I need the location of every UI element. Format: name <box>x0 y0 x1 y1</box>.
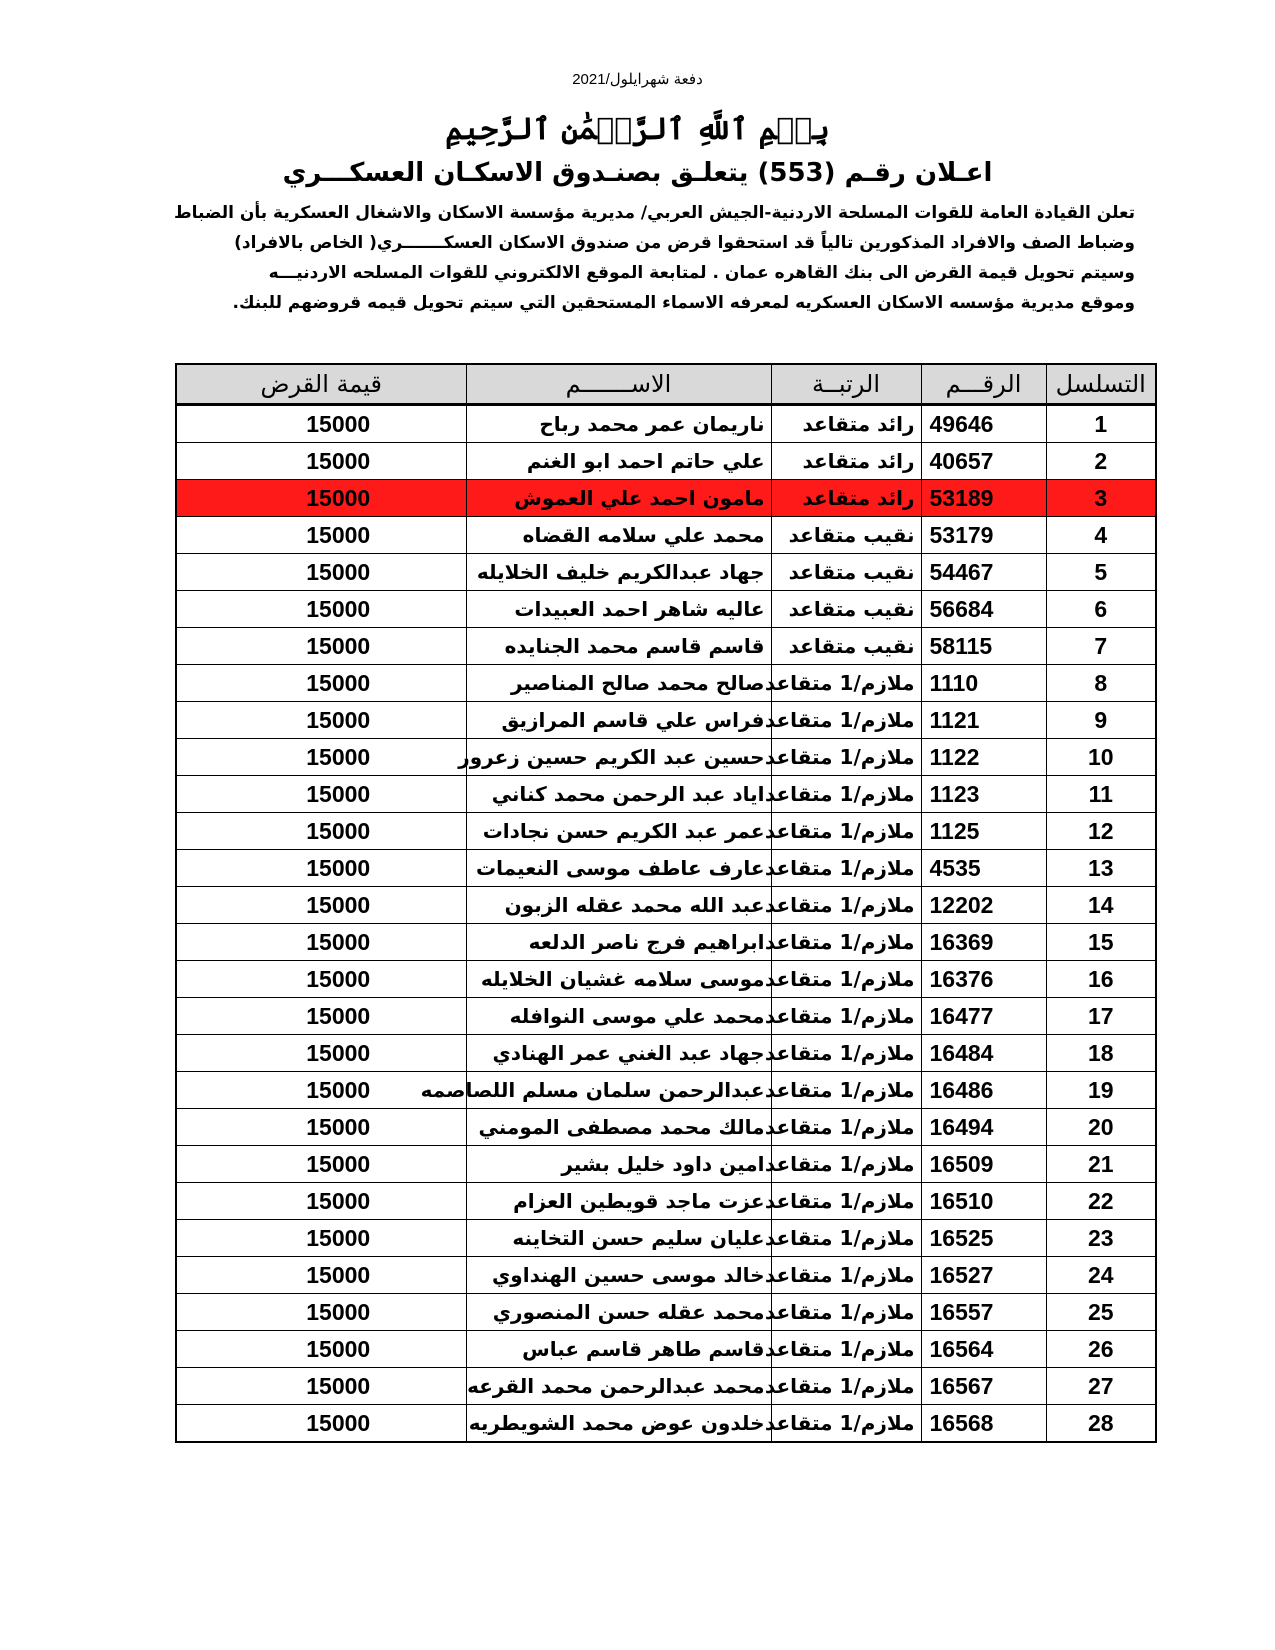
cell-rank: رائد متقاعد <box>771 405 921 443</box>
cell-number: 1121 <box>921 702 1046 739</box>
table-header-row <box>176 364 1156 405</box>
cell-rank: ملازم/1 متقاعد <box>771 1368 921 1405</box>
cell-name: فراس علي قاسم المرازيق <box>466 702 771 739</box>
cell-rank: ملازم/1 متقاعد <box>771 1183 921 1220</box>
cell-loan: 15000 <box>176 591 466 628</box>
cell-number: 53189 <box>921 480 1046 517</box>
table-row <box>176 887 1156 924</box>
cell-name: عارف عاطف موسى النعيمات <box>466 850 771 887</box>
cell-name: امين داود خليل بشير <box>466 1146 771 1183</box>
table-row <box>176 1257 1156 1294</box>
cell-rank: ملازم/1 متقاعد <box>771 1146 921 1183</box>
cell-seq: 15 <box>1046 924 1156 961</box>
basmala: بِسۡمِ ٱللَّهِ ٱلرَّحۡمَٰنِ ٱلرَّحِيمِ <box>445 112 830 147</box>
cell-name: خالد موسى حسين الهنداوي <box>466 1257 771 1294</box>
cell-loan: 15000 <box>176 405 466 443</box>
cell-seq: 9 <box>1046 702 1156 739</box>
cell-name: محمد علي سلامه القضاه <box>466 517 771 554</box>
cell-loan: 15000 <box>176 554 466 591</box>
table-row <box>176 1220 1156 1257</box>
cell-rank: ملازم/1 متقاعد <box>771 1257 921 1294</box>
cell-loan: 15000 <box>176 1368 466 1405</box>
table-row <box>176 924 1156 961</box>
announcement-title: اعـلان رقـم (553) يتعلـق بصنـدوق الاسكـان العسكـــري <box>282 158 993 188</box>
cell-number: 16568 <box>921 1405 1046 1443</box>
cell-number: 16564 <box>921 1331 1046 1368</box>
cell-rank: ملازم/1 متقاعد <box>771 850 921 887</box>
cell-name: عبد الله محمد عقله الزبون <box>466 887 771 924</box>
cell-seq: 14 <box>1046 887 1156 924</box>
cell-rank: ملازم/1 متقاعد <box>771 1072 921 1109</box>
table-row <box>176 1331 1156 1368</box>
cell-number: 16525 <box>921 1220 1046 1257</box>
announcement-body <box>174 198 1135 318</box>
cell-rank: ملازم/1 متقاعد <box>771 998 921 1035</box>
table-body <box>176 405 1156 1443</box>
cell-seq: 24 <box>1046 1257 1156 1294</box>
cell-loan: 15000 <box>176 517 466 554</box>
cell-number: 1122 <box>921 739 1046 776</box>
cell-number: 16509 <box>921 1146 1046 1183</box>
cell-loan: 15000 <box>176 1035 466 1072</box>
cell-name: جهاد عبدالكريم خليف الخلايله <box>466 554 771 591</box>
table-row <box>176 813 1156 850</box>
header-rank: الرتبــة <box>771 364 921 405</box>
cell-name: مالك محمد مصطفى المومني <box>466 1109 771 1146</box>
table-row <box>176 1405 1156 1443</box>
cell-number: 58115 <box>921 628 1046 665</box>
cell-rank: رائد متقاعد <box>771 443 921 480</box>
cell-rank: نقيب متقاعد <box>771 628 921 665</box>
header-loan: قيمة القرض <box>176 364 466 405</box>
table-row <box>176 739 1156 776</box>
cell-seq: 22 <box>1046 1183 1156 1220</box>
table-row <box>176 1368 1156 1405</box>
cell-loan: 15000 <box>176 1146 466 1183</box>
cell-rank: رائد متقاعد <box>771 480 921 517</box>
cell-number: 1110 <box>921 665 1046 702</box>
cell-loan: 15000 <box>176 480 466 517</box>
cell-name: خلدون عوض محمد الشويطريه <box>466 1405 771 1443</box>
table-row <box>176 443 1156 480</box>
table-row <box>176 517 1156 554</box>
cell-number: 16494 <box>921 1109 1046 1146</box>
cell-rank: ملازم/1 متقاعد <box>771 1035 921 1072</box>
table-row <box>176 665 1156 702</box>
cell-name: حسين عبد الكريم حسين زعرور <box>466 739 771 776</box>
beneficiaries-table <box>175 363 1157 1443</box>
table-row <box>176 702 1156 739</box>
cell-loan: 15000 <box>176 443 466 480</box>
cell-name: جهاد عبد الغني عمر الهنادي <box>466 1035 771 1072</box>
body-line: وضباط الصف والافراد المذكورين تالياً قد استحقوا قرض من صندوق الاسكان العسكـــــــري( الخاص بالافراد) <box>234 233 1135 253</box>
cell-loan: 15000 <box>176 961 466 998</box>
cell-name: اياد عبد الرحمن محمد كناني <box>466 776 771 813</box>
cell-number: 4535 <box>921 850 1046 887</box>
cell-seq: 26 <box>1046 1331 1156 1368</box>
cell-seq: 12 <box>1046 813 1156 850</box>
cell-number: 16376 <box>921 961 1046 998</box>
cell-seq: 3 <box>1046 480 1156 517</box>
cell-name: قاسم قاسم محمد الجنايده <box>466 628 771 665</box>
cell-name: صالح محمد صالح المناصير <box>466 665 771 702</box>
cell-name: عبدالرحمن سلمان مسلم اللصاصمه <box>466 1072 771 1109</box>
cell-seq: 19 <box>1046 1072 1156 1109</box>
cell-name: عمر عبد الكريم حسن نجادات <box>466 813 771 850</box>
cell-number: 16477 <box>921 998 1046 1035</box>
cell-rank: نقيب متقاعد <box>771 554 921 591</box>
header-number: الرقـــم <box>921 364 1046 405</box>
table-row <box>176 1294 1156 1331</box>
cell-name: موسى سلامه غشيان الخلايله <box>466 961 771 998</box>
cell-number: 12202 <box>921 887 1046 924</box>
cell-loan: 15000 <box>176 628 466 665</box>
cell-loan: 15000 <box>176 1072 466 1109</box>
cell-rank: ملازم/1 متقاعد <box>771 961 921 998</box>
cell-rank: ملازم/1 متقاعد <box>771 887 921 924</box>
table-row <box>176 776 1156 813</box>
cell-number: 16484 <box>921 1035 1046 1072</box>
table-row <box>176 591 1156 628</box>
table-row-highlighted <box>176 480 1156 517</box>
cell-loan: 15000 <box>176 850 466 887</box>
cell-number: 16527 <box>921 1257 1046 1294</box>
cell-seq: 8 <box>1046 665 1156 702</box>
cell-loan: 15000 <box>176 887 466 924</box>
cell-rank: ملازم/1 متقاعد <box>771 1294 921 1331</box>
cell-rank: ملازم/1 متقاعد <box>771 702 921 739</box>
cell-name: ابراهيم فرج ناصر الدلعه <box>466 924 771 961</box>
cell-number: 16369 <box>921 924 1046 961</box>
cell-number: 40657 <box>921 443 1046 480</box>
cell-seq: 21 <box>1046 1146 1156 1183</box>
cell-seq: 2 <box>1046 443 1156 480</box>
cell-seq: 23 <box>1046 1220 1156 1257</box>
cell-number: 1125 <box>921 813 1046 850</box>
cell-seq: 27 <box>1046 1368 1156 1405</box>
table-row <box>176 1183 1156 1220</box>
cell-seq: 25 <box>1046 1294 1156 1331</box>
cell-rank: نقيب متقاعد <box>771 591 921 628</box>
cell-loan: 15000 <box>176 998 466 1035</box>
cell-rank: ملازم/1 متقاعد <box>771 813 921 850</box>
cell-seq: 4 <box>1046 517 1156 554</box>
table-row <box>176 961 1156 998</box>
table-row <box>176 554 1156 591</box>
cell-loan: 15000 <box>176 1405 466 1443</box>
cell-name: ناريمان عمر محمد رباح <box>466 405 771 443</box>
cell-seq: 20 <box>1046 1109 1156 1146</box>
table-row <box>176 850 1156 887</box>
cell-number: 16567 <box>921 1368 1046 1405</box>
cell-seq: 11 <box>1046 776 1156 813</box>
body-line: تعلن القيادة العامة للقوات المسلحة الاردنية-الجيش العربي/ مديرية مؤسسة الاسكان والاشغال العسكرية بأن الضباط <box>174 203 1135 223</box>
cell-number: 49646 <box>921 405 1046 443</box>
cell-loan: 15000 <box>176 924 466 961</box>
cell-rank: ملازم/1 متقاعد <box>771 739 921 776</box>
cell-seq: 10 <box>1046 739 1156 776</box>
table-row <box>176 405 1156 443</box>
cell-number: 16486 <box>921 1072 1046 1109</box>
cell-loan: 15000 <box>176 1109 466 1146</box>
cell-rank: ملازم/1 متقاعد <box>771 924 921 961</box>
cell-loan: 15000 <box>176 1294 466 1331</box>
table-row <box>176 1072 1156 1109</box>
cell-seq: 7 <box>1046 628 1156 665</box>
cell-seq: 6 <box>1046 591 1156 628</box>
cell-seq: 5 <box>1046 554 1156 591</box>
cell-name: محمد علي موسى النوافله <box>466 998 771 1035</box>
table-row <box>176 1035 1156 1072</box>
cell-loan: 15000 <box>176 776 466 813</box>
cell-seq: 28 <box>1046 1405 1156 1443</box>
table-row <box>176 1109 1156 1146</box>
cell-name: عاليه شاهر احمد العبيدات <box>466 591 771 628</box>
cell-seq: 16 <box>1046 961 1156 998</box>
cell-loan: 15000 <box>176 702 466 739</box>
cell-number: 16510 <box>921 1183 1046 1220</box>
cell-rank: نقيب متقاعد <box>771 517 921 554</box>
cell-seq: 18 <box>1046 1035 1156 1072</box>
cell-loan: 15000 <box>176 1220 466 1257</box>
cell-rank: ملازم/1 متقاعد <box>771 1109 921 1146</box>
cell-loan: 15000 <box>176 1257 466 1294</box>
cell-loan: 15000 <box>176 1183 466 1220</box>
cell-number: 54467 <box>921 554 1046 591</box>
table-row <box>176 1146 1156 1183</box>
header-seq: التسلسل <box>1046 364 1156 405</box>
cell-name: مامون احمد علي العموش <box>466 480 771 517</box>
table-row <box>176 998 1156 1035</box>
cell-number: 1123 <box>921 776 1046 813</box>
cell-name: قاسم طاهر قاسم عباس <box>466 1331 771 1368</box>
cell-name: محمد عقله حسن المنصوري <box>466 1294 771 1331</box>
batch-note: دفعة شهرايلول/2021 <box>572 71 703 88</box>
cell-name: عليان سليم حسن التخاينه <box>466 1220 771 1257</box>
cell-rank: ملازم/1 متقاعد <box>771 665 921 702</box>
body-line: وموقع مديرية مؤسسه الاسكان العسكريه لمعرفه الاسماء المستحقين التي سيتم تحويل قيمه قروضهم للبنك. <box>232 293 1135 313</box>
cell-loan: 15000 <box>176 1331 466 1368</box>
cell-name: محمد عبدالرحمن محمد القرعه <box>466 1368 771 1405</box>
cell-seq: 1 <box>1046 405 1156 443</box>
cell-number: 16557 <box>921 1294 1046 1331</box>
cell-rank: ملازم/1 متقاعد <box>771 1220 921 1257</box>
cell-loan: 15000 <box>176 665 466 702</box>
cell-rank: ملازم/1 متقاعد <box>771 1405 921 1443</box>
cell-rank: ملازم/1 متقاعد <box>771 776 921 813</box>
body-line: وسيتم تحويل قيمة القرض الى بنك القاهره عمان . لمتابعة الموقع الالكتروني للقوات المسلحه الاردنيـــه <box>268 263 1135 283</box>
cell-name: علي حاتم احمد ابو الغنم <box>466 443 771 480</box>
header-name: الاســـــــم <box>466 364 771 405</box>
cell-rank: ملازم/1 متقاعد <box>771 1331 921 1368</box>
cell-loan: 15000 <box>176 813 466 850</box>
cell-loan: 15000 <box>176 739 466 776</box>
cell-seq: 13 <box>1046 850 1156 887</box>
table-row <box>176 628 1156 665</box>
cell-number: 53179 <box>921 517 1046 554</box>
cell-name: عزت ماجد قويطين العزام <box>466 1183 771 1220</box>
cell-seq: 17 <box>1046 998 1156 1035</box>
cell-number: 56684 <box>921 591 1046 628</box>
